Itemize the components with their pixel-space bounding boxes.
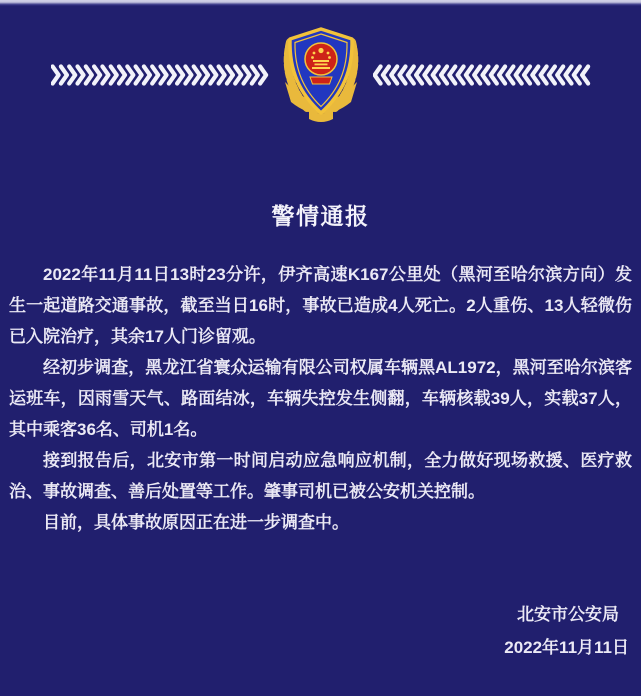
chevrons-left-icon <box>51 64 269 86</box>
issue-date: 2022年11月11日 <box>504 638 629 657</box>
top-edge-strip <box>0 0 641 6</box>
notice-paragraph-4: 目前，具体事故原因正在进一步调查中。 <box>43 513 349 532</box>
notice-paragraph-1: 2022年11月11日13时23分许，伊齐高速K167公里处（黑河至哈尔滨方向）发生一起道路交通事故，截至当日16时，事故已造成4人死亡。2人重伤、13人轻微伤已入院治疗，其余17人门诊留观。 <box>9 265 632 346</box>
notice-body <box>0 259 641 538</box>
notice-title: 警情通报 <box>271 203 370 229</box>
notice-paragraph-3: 接到报告后，北安市第一时间启动应急响应机制，全力做好现场救援、医疗救治、事故调查、善后处置等工作。肇事司机已被公安机关控制。 <box>9 451 632 501</box>
chevrons-right-icon <box>373 64 591 86</box>
header-banner <box>0 26 641 124</box>
notice-footer <box>504 598 629 664</box>
issuer-name: 北安市公安局 <box>517 605 619 624</box>
notice-paragraph-2: 经初步调查，黑龙江省寰众运输有限公司权属车辆黑AL1972，黑河至哈尔滨客运班车，因雨雪天气、路面结冰，车辆失控发生侧翻，车辆核载39人，实载37人，其中乘客36名、司机1名。 <box>9 358 632 439</box>
police-badge-icon <box>279 26 363 124</box>
